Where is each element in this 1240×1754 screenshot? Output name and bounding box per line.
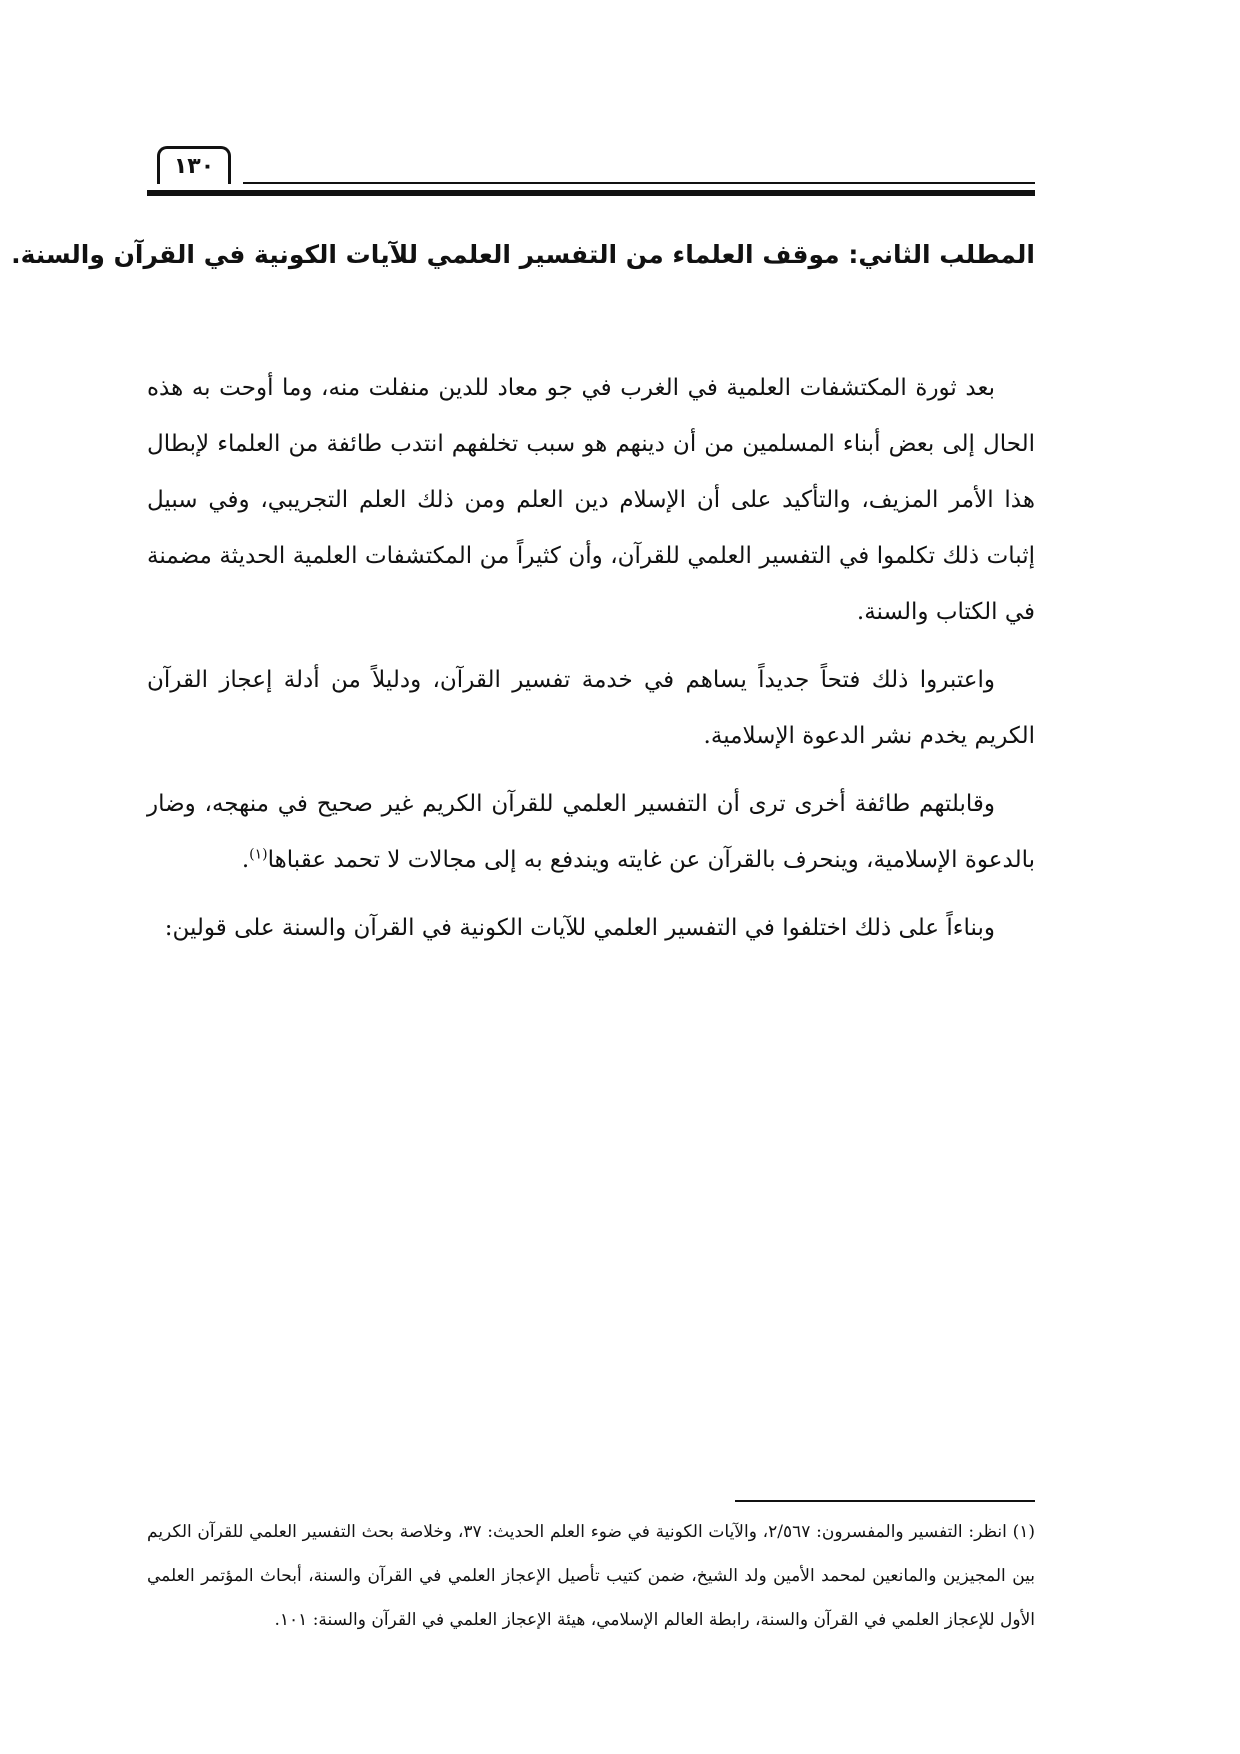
paragraph-4-text: وبناءاً على ذلك اختلفوا في التفسير العلمي للآيات الكونية في القرآن والسنة على قولين: <box>164 915 995 941</box>
footnote-1: (١) انظر: التفسير والمفسرون: ٢/٥٦٧، والآيات الكونية في ضوء العلم الحديث: ٣٧، وخلاصة بحث التفسير العلمي للقرآن الكريم بين المجيزين والمانعين لمحمد الأمين ولد الشيخ، ضمن كتيب تأصيل الإعجاز العلمي في القرآن والسنة، أبحاث المؤتمر العلمي الأول للإعجاز العلمي في القرآن والسنة، رابطة العالم الإسلامي، هيئة الإعجاز العلمي في القرآن والسنة: ١٠١. <box>147 1522 1035 1630</box>
paragraph-3 <box>147 776 1035 888</box>
page-number: ١٣٠ <box>157 146 231 184</box>
footnotes <box>147 1510 1035 1642</box>
paragraph-3-text: وقابلتهم طائفة أخرى ترى أن التفسير العلمي للقرآن الكريم غير صحيح في منهجه، وضار بالدعوة الإسلامية، وينحرف بالقرآن عن غايته ويندفع به إلى مجالات لا تحمد عقباها <box>147 791 1035 873</box>
footnote-reference[interactable]: (١) <box>249 846 268 863</box>
header-thick-rule <box>147 190 1035 196</box>
header-thin-rule <box>243 182 1035 184</box>
section-title: المطلب الثاني: موقف العلماء من التفسير العلمي للآيات الكونية في القرآن والسنة. <box>11 240 1035 269</box>
paragraph-1-text: بعد ثورة المكتشفات العلمية في الغرب في جو معاد للدين منفلت منه، وما أوحت به هذه الحال إلى بعض أبناء المسلمين من أن دينهم هو سبب تخلفهم انتدب طائفة من العلماء لإبطال هذا الأمر المزيف، والتأكيد على أن الإسلام دين العلم ومن ذلك العلم التجريبي، وفي سبيل إثبات ذلك تكلموا في التفسير العلمي للقرآن، وأن كثيراً من المكتشفات العلمية الحديثة مضمنة في الكتاب والسنة. <box>147 375 1035 625</box>
body-text <box>147 360 1035 968</box>
paragraph-4 <box>147 900 1035 956</box>
paragraph-1 <box>147 360 1035 640</box>
paragraph-3-tail: . <box>241 847 250 873</box>
page-header <box>147 128 1035 196</box>
paragraph-2-text: واعتبروا ذلك فتحاً جديداً يساهم في خدمة تفسير القرآن، ودليلاً من أدلة إعجاز القرآن الكريم يخدم نشر الدعوة الإسلامية. <box>147 667 1035 749</box>
paragraph-2 <box>147 652 1035 764</box>
footnote-separator <box>735 1500 1035 1502</box>
